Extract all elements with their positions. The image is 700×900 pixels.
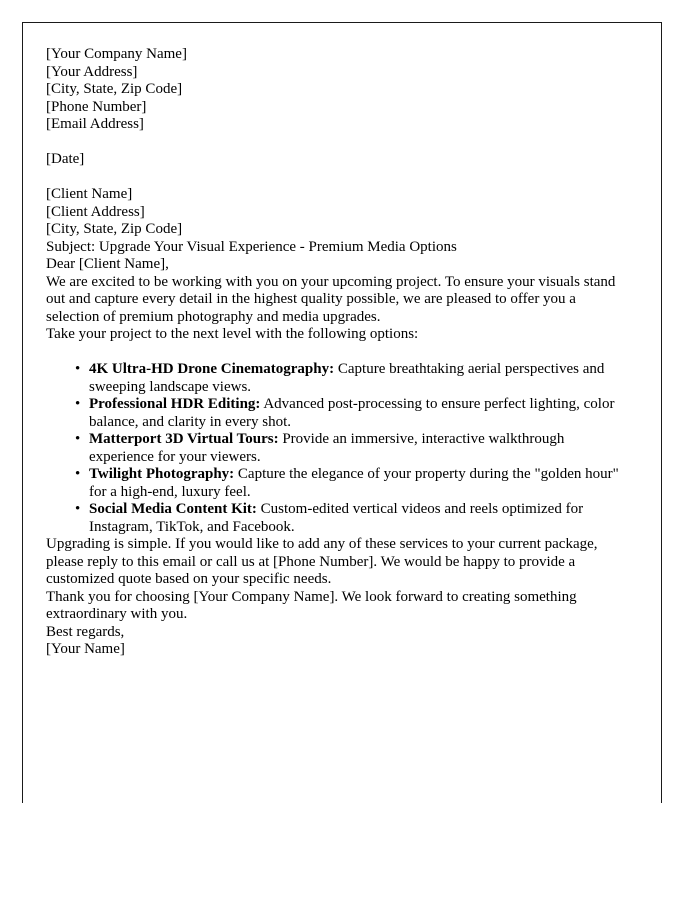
premium-options-list: [46, 361, 622, 536]
option-description: Capture breathtaking aerial perspectives and sweeping landscape views.: [89, 361, 605, 395]
option-lead-label: Matterport 3D Virtual Tours:: [89, 431, 279, 447]
list-item: [89, 361, 622, 396]
closing-line: Best regards,: [46, 623, 125, 640]
list-item: [89, 396, 622, 431]
option-lead-label: Social Media Content Kit:: [89, 501, 257, 517]
option-description: Capture the elegance of your property during the "golden hour" for a high-end, luxury feel.: [89, 466, 619, 500]
list-item: [89, 466, 622, 501]
recipient-address-line: [City, State, Zip Code]: [46, 221, 183, 237]
signature-line: [Your Name]: [46, 641, 125, 657]
call-to-action-paragraph: Upgrading is simple. If you would like to add any of these services to your current package, please reply to this email or call us at [Phone Number]. We would be happy to provide a customized quote based on your specific needs.: [46, 536, 598, 587]
spacer: [46, 134, 622, 152]
option-description: Custom-edited vertical videos and reels optimized for Instagram, TikTok, and Facebook.: [89, 501, 584, 535]
letter-date: [Date]: [46, 151, 85, 167]
option-lead-label: 4K Ultra-HD Drone Cinematography:: [89, 361, 335, 377]
list-item: [89, 431, 622, 466]
intro-paragraph: We are excited to be working with you on your upcoming project. To ensure your visuals stand out and capture every detail in the highest quality possible, we are pleased to offer you a selection of premium photography and media upgrades.: [46, 273, 616, 325]
sender-address-block: [46, 46, 622, 134]
option-lead-label: Professional HDR Editing:: [89, 396, 261, 412]
spacer: [46, 169, 622, 187]
sender-address-line: [Your Company Name]: [46, 46, 187, 62]
list-item: [89, 501, 622, 536]
thank-you-paragraph: Thank you for choosing [Your Company Name]. We look forward to creating something extraordinary with you.: [46, 588, 577, 622]
recipient-address-line: [Client Name]: [46, 186, 133, 202]
list-intro-paragraph: Take your project to the next level with the following options:: [46, 326, 419, 342]
recipient-address-block: [46, 186, 622, 239]
sender-address-line: [Your Address]: [46, 63, 138, 80]
sender-address-line: [Phone Number]: [46, 98, 147, 115]
sender-address-line: [City, State, Zip Code]: [46, 81, 183, 97]
salutation: Dear [Client Name],: [46, 256, 169, 272]
sender-address-line: [Email Address]: [46, 116, 144, 132]
option-lead-label: Twilight Photography:: [89, 466, 235, 482]
letter-body: [46, 46, 622, 659]
recipient-address-line: [Client Address]: [46, 203, 145, 220]
option-description: Advanced post-processing to ensure perfect lighting, color balance, and clarity in every shot.: [89, 396, 615, 430]
subject-line: Subject: Upgrade Your Visual Experience - Premium Media Options: [46, 238, 457, 255]
option-description: Provide an immersive, interactive walkthrough experience for your viewers.: [89, 431, 565, 465]
